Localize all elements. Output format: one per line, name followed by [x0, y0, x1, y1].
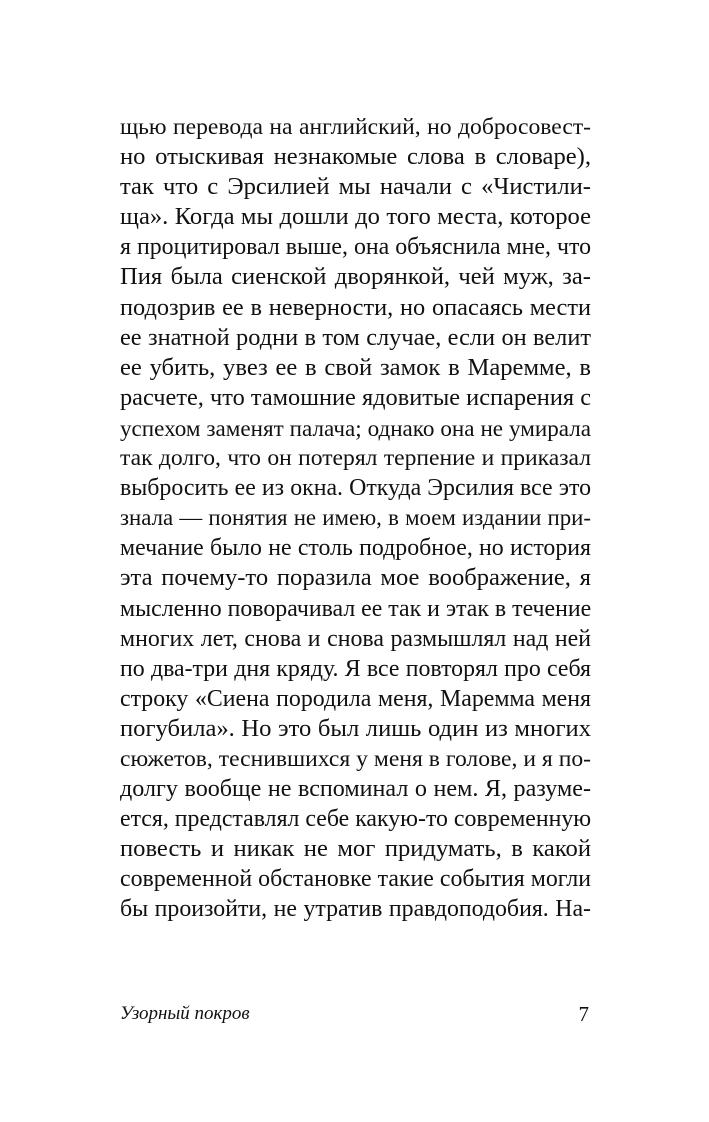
text-line: бы произойти, не утратив правдоподобия. На- [120, 896, 591, 923]
text-line: ее убить, увез ее в свой замок в Маремме, в [120, 353, 591, 381]
text-line: долгу вообще не вспоминал о нем. Я, разуме- [120, 776, 591, 803]
text-line: знала — понятия не имею, в моем издании при- [120, 505, 591, 531]
text-line: так долго, что он потерял терпение и приказал [120, 445, 591, 472]
text-line: мечание было не столь подробное, но история [120, 535, 591, 562]
text-line: подозрив ее в неверности, но опасаясь мести [120, 293, 591, 321]
page-footer [120, 1000, 591, 1028]
text-line: погубила». Но это был лишь один из многих [120, 714, 591, 742]
text-line: эта почему-то поразила мое воображение, я [120, 564, 591, 592]
text-line: ща». Когда мы дошли до того места, которое [120, 203, 591, 231]
text-line: но отыскивая незнакомые слова в словаре), [120, 143, 591, 171]
text-line: ее знатной родни в том случае, если он велит [120, 323, 591, 351]
text-line: мысленно поворачивал ее так и этак в течение [120, 595, 592, 622]
text-line: успехом заменят палача; однако она не умирала [120, 414, 591, 441]
page-number: 7 [578, 1002, 589, 1026]
body-text [120, 112, 591, 925]
text-line: я процитировал выше, она объяснила мне, что [120, 234, 591, 261]
text-line: строку «Сиена породила меня, Маремма меня [120, 685, 591, 712]
text-line: многих лет, снова и снова размышлял над ней [120, 625, 591, 652]
text-line: щью перевода на английский, но добросовест- [120, 114, 591, 140]
text-line: повесть и никак не мог придумать, в какой [120, 835, 591, 863]
text-line: по два-три дня кряду. Я все повторял про себя [120, 655, 591, 682]
text-line: Пия была сиенской дворянкой, чей муж, за- [120, 263, 591, 291]
running-title: Узорный покров [120, 1003, 250, 1024]
text-line: ется, представлял себе какую-то современную [120, 806, 592, 833]
text-line: так что с Эрсилией мы начали с «Чистили- [120, 173, 591, 201]
text-line: современной обстановке такие события могли [120, 866, 591, 893]
text-line: сюжетов, теснившихся у меня в голове, и я по- [120, 745, 591, 772]
text-line: расчете, что тамошние ядовитые испарения с [120, 383, 591, 411]
text-line: выбросить ее из окна. Откуда Эрсилия все это [120, 475, 591, 502]
